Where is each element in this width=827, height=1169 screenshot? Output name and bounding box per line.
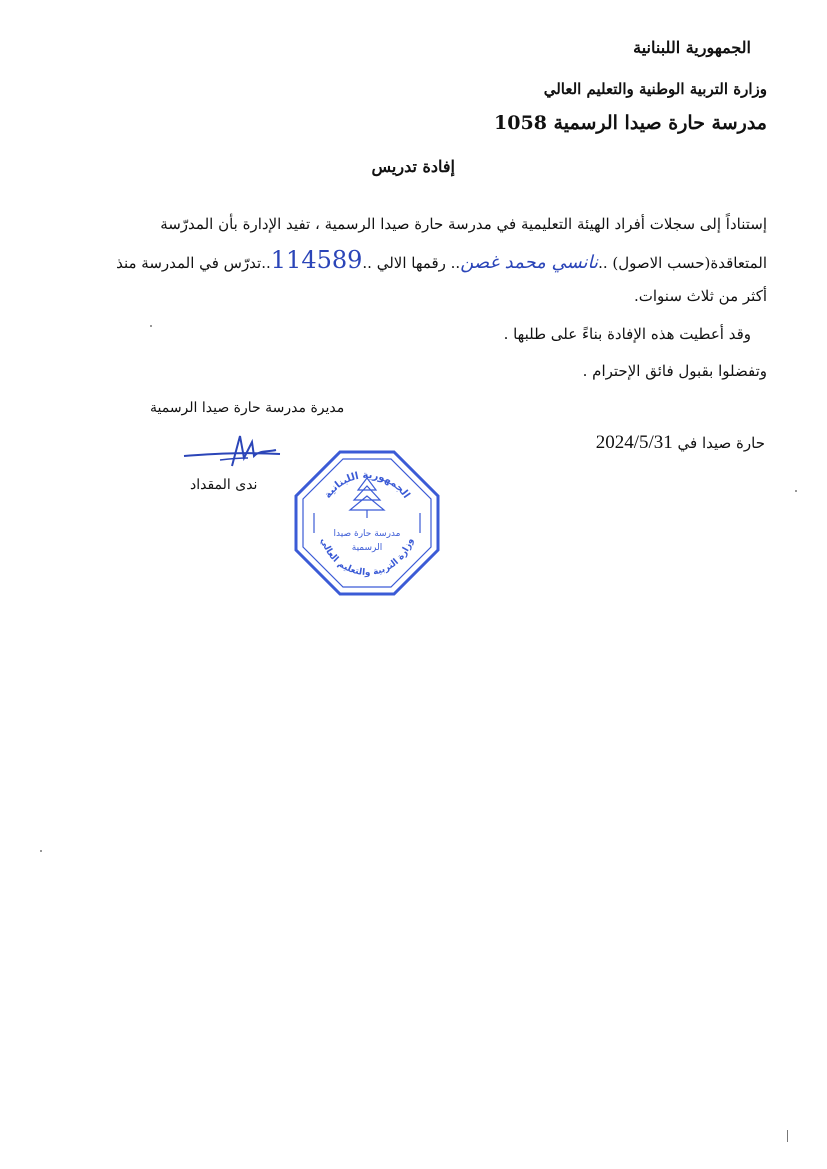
body-paragraph [57, 206, 767, 281]
signatory-role: مديرة مدرسة حارة صيدا الرسمية [150, 400, 345, 416]
date-place: حارة صيدا في [677, 434, 765, 452]
body-line-2-prefix: المتعاقدة(حسب الاصول) [612, 254, 767, 272]
closing-regards: وتفضلوا بقبول فائق الإحترام . [582, 362, 767, 380]
date-line [596, 432, 765, 454]
body-line-2-mid: رقمها الالي [376, 254, 446, 272]
scan-speck [787, 1130, 788, 1142]
document-title: إفادة تدريس [371, 157, 455, 176]
stamp-center-text-1: مدرسة حارة صيدا [333, 529, 401, 539]
cedar-icon [350, 478, 384, 518]
header-republic: الجمهورية اللبنانية [633, 38, 751, 57]
staff-number-handwritten: 114589 [270, 246, 363, 274]
closing-given: وقد أعطيت هذه الإفادة بناءً على طلبها . [503, 325, 751, 343]
stamp-center-text-2: الرسمية [351, 543, 383, 553]
dots: .. [598, 254, 608, 272]
header-ministry: وزارة التربية الوطنية والتعليم العالي [543, 80, 767, 98]
stamp-top-text: الجمهورية اللبنانية [322, 469, 412, 501]
scan-speck [150, 325, 152, 327]
body-line-3: أكثر من ثلاث سنوات. [633, 287, 767, 305]
date-value: 2024/5/31 [595, 432, 673, 453]
scan-speck [795, 490, 797, 492]
body-line-2-suffix: تدرّس في المدرسة منذ [116, 254, 262, 272]
official-stamp [292, 448, 442, 598]
scan-speck [40, 850, 42, 852]
stamp-bottom-text: وزارة التربية والتعليم العالي [318, 536, 416, 579]
teacher-name-handwritten: نانسي محمد غصن [460, 252, 599, 273]
header-school: مدرسة حارة صيدا الرسمية 1058 [494, 112, 767, 134]
body-line-1: إستناداً إلى سجلات أفراد الهيئة التعليمية في مدرسة حارة صيدا الرسمية ، تفيد الإدارة بأن المدرّسة [160, 215, 767, 233]
signature-mark [180, 430, 290, 470]
signatory-name: ندى المقداد [190, 477, 258, 493]
dots: .. [261, 254, 271, 272]
dots: .. [362, 254, 372, 272]
dots: .. [450, 254, 461, 272]
